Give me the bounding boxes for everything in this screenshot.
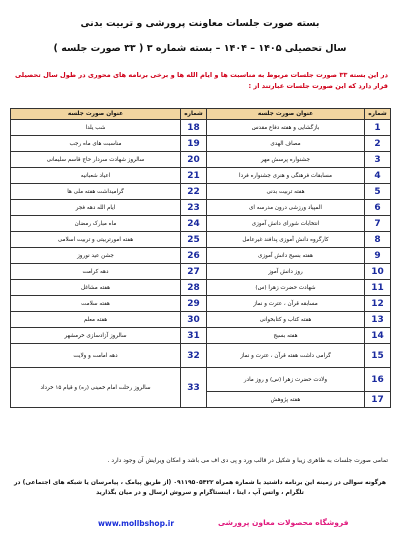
footer-contact: هرگونه سوالی در زمینه این برنامه داشتید با شماره همراه ۰۹۱۱۹۵۰۵۴۲۲ (از طریق پیامک ، پیامرسان یا شبکه های اجتماعی) در تلگرام ، واتس آپ ، ایتا ، اینستاگرام و سروش ارسال و در میان بگذارید	[13, 479, 387, 496]
row-number-right: 15	[365, 344, 391, 368]
row-title-right: هفته پژوهش	[207, 392, 365, 408]
row-number-right: 12	[365, 296, 391, 312]
table-row	[11, 136, 391, 152]
row-title-left: گرامیداشت هفته ملی ها	[11, 184, 181, 200]
row-number-right: 5	[365, 184, 391, 200]
row-title-left: هفته امورتربیتی و تربیت اسلامی	[11, 232, 181, 248]
header-title-left: عنوان صورت جلسه	[11, 109, 181, 120]
row-title-right: انتخابات شورای دانش آموزی	[207, 216, 365, 232]
footer-note: تمامی صورت جلسات به ظاهری زیبا و شکیل در قالب ورد و پی دی اف می باشد و امکان ویرایش آن وجود دارد .	[107, 457, 388, 464]
row-number-left: 18	[181, 120, 207, 136]
row-title-left: ماه مبارک رمضان	[11, 216, 181, 232]
row-title-right: کارگروه دانش آموزی پدافند غیرعامل	[207, 232, 365, 248]
row-title-right: ولادت حضرت زهرا (س) و روز مادر	[207, 368, 365, 392]
row-number-left: 30	[181, 312, 207, 328]
row-number-left: 29	[181, 296, 207, 312]
row-title-left: هفته مشاغل	[11, 280, 181, 296]
row-number-right: 8	[365, 232, 391, 248]
document-subtitle: سال تحصیلی ۱۴۰۵ – ۱۴۰۴ – بسته شماره ۳ ( ۳۳ صورت جلسه )	[53, 43, 347, 54]
row-number-left: 20	[181, 152, 207, 168]
header-num-right: شماره	[365, 109, 391, 120]
row-number-left: 26	[181, 248, 207, 264]
intro-paragraph: در این بسته ۳۳ صورت جلسات مربوط به مناسبت ها و ایام الله ها و برخی برنامه های محوری در طول سال تحصیلی قرار دارد که این صورت جلسات عبارتند از :	[15, 71, 388, 90]
row-number-right: 3	[365, 152, 391, 168]
row-number-left: 21	[181, 168, 207, 184]
header-title-right: عنوان صورت جلسه	[207, 109, 365, 120]
row-number-right: 6	[365, 200, 391, 216]
row-number-left: 33	[181, 368, 207, 408]
row-title-right: شهادت حضرت زهرا (س)	[207, 280, 365, 296]
row-number-right: 9	[365, 248, 391, 264]
row-title-right: روز دانش آموز	[207, 264, 365, 280]
row-title-right: جشنواره پرسش مهر	[207, 152, 365, 168]
table-row	[11, 232, 391, 248]
row-number-left: 24	[181, 216, 207, 232]
sessions-table	[10, 108, 391, 408]
row-number-left: 27	[181, 264, 207, 280]
row-title-right: هفته بسیج	[207, 328, 365, 344]
row-title-right: بازگشایی و هفته دفاع مقدس	[207, 120, 365, 136]
row-title-left: اعیاد شعبانیه	[11, 168, 181, 184]
table-row	[11, 368, 391, 392]
row-title-left: دهه امامت و ولایت	[11, 344, 181, 368]
row-title-left: مناسبت های ماه رجب	[11, 136, 181, 152]
table-row	[11, 248, 391, 264]
row-number-left: 19	[181, 136, 207, 152]
row-number-right: 10	[365, 264, 391, 280]
row-title-right: مصاف الهدی	[207, 136, 365, 152]
row-number-left: 31	[181, 328, 207, 344]
table-header-row	[11, 109, 391, 120]
row-number-left: 25	[181, 232, 207, 248]
row-title-left: سالروز شهادت سردار حاج قاسم سلیمانی	[11, 152, 181, 168]
row-number-right: 1	[365, 120, 391, 136]
row-title-left: ایام الله دهه فجر	[11, 200, 181, 216]
table-row	[11, 328, 391, 344]
row-number-left: 22	[181, 184, 207, 200]
table-row	[11, 120, 391, 136]
row-title-left: هفته سلامت	[11, 296, 181, 312]
table-row	[11, 184, 391, 200]
table-row	[11, 280, 391, 296]
row-title-right: مسابقات فرهنگی و هنری جشنواره فردا	[207, 168, 365, 184]
row-number-left: 32	[181, 344, 207, 368]
row-title-right: مسابقه قرآن ، عترت و نماز	[207, 296, 365, 312]
table-row	[11, 296, 391, 312]
row-number-right: 16	[365, 368, 391, 392]
row-number-left: 23	[181, 200, 207, 216]
table-row	[11, 264, 391, 280]
row-title-left: شب یلدا	[11, 120, 181, 136]
row-title-left: دهه کرامت	[11, 264, 181, 280]
row-title-left: هفته معلم	[11, 312, 181, 328]
row-number-right: 14	[365, 328, 391, 344]
shop-url-link[interactable]: www.mollbshop.ir	[98, 519, 175, 528]
table-row	[11, 216, 391, 232]
table-row	[11, 200, 391, 216]
row-number-right: 2	[365, 136, 391, 152]
row-number-right: 11	[365, 280, 391, 296]
row-title-right: هفته کتاب و کتابخوانی	[207, 312, 365, 328]
row-number-left: 28	[181, 280, 207, 296]
row-title-right: گرامی داشت هفته قرآن ، عترت و نماز	[207, 344, 365, 368]
row-title-left: سالروز آزادسازی خرمشهر	[11, 328, 181, 344]
row-title-right: المپیاد ورزشی درون مدرسه ای	[207, 200, 365, 216]
header-num-left: شماره	[181, 109, 207, 120]
row-number-right: 13	[365, 312, 391, 328]
row-title-left: سالروز رحلت امام خمینی (ره) و قیام ۱۵ خرداد	[11, 368, 181, 408]
document-title: بسته صورت جلسات معاونت پرورشی و تربیت بدنی	[80, 18, 320, 29]
table-row	[11, 312, 391, 328]
shop-name: فروشگاه محصولات معاون پرورشی	[218, 518, 349, 527]
row-number-right: 17	[365, 392, 391, 408]
table-row	[11, 344, 391, 368]
table-row	[11, 168, 391, 184]
table-row	[11, 152, 391, 168]
row-title-right: هفته بسیج دانش آموزی	[207, 248, 365, 264]
row-title-left: جشن عید نوروز	[11, 248, 181, 264]
row-number-right: 4	[365, 168, 391, 184]
row-title-right: هفته تربیت بدنی	[207, 184, 365, 200]
row-number-right: 7	[365, 216, 391, 232]
